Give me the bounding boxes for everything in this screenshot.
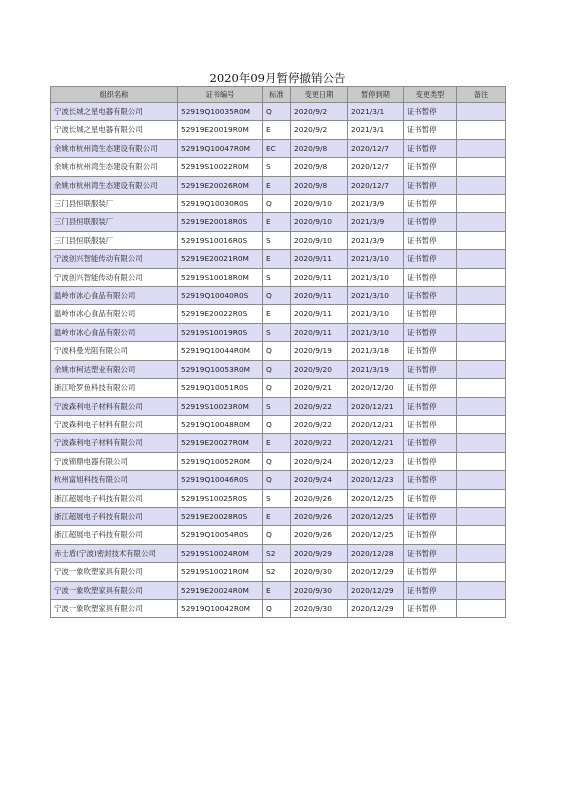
change-date-cell: 2020/9/10 xyxy=(291,231,348,249)
table-row xyxy=(51,103,506,121)
suspension-expiry-cell: 2020/12/25 xyxy=(348,507,404,525)
change-date-cell: 2020/9/11 xyxy=(291,287,348,305)
table-row xyxy=(51,342,506,360)
change-type-cell: 证书暂停 xyxy=(404,323,457,341)
remarks-cell xyxy=(457,415,506,433)
suspension-expiry-cell: 2020/12/25 xyxy=(348,526,404,544)
remarks-cell xyxy=(457,360,506,378)
remarks-cell xyxy=(457,213,506,231)
standard-cell: E xyxy=(263,213,291,231)
table-row xyxy=(51,489,506,507)
change-date-cell: 2020/9/11 xyxy=(291,268,348,286)
change-type-cell: 证书暂停 xyxy=(404,581,457,599)
org-name-cell: 余姚市杭州湾生态建设有限公司 xyxy=(51,139,178,157)
standard-cell: Q xyxy=(263,452,291,470)
suspension-expiry-cell: 2020/12/29 xyxy=(348,599,404,617)
change-type-cell: 证书暂停 xyxy=(404,342,457,360)
suspension-expiry-cell: 2020/12/21 xyxy=(348,434,404,452)
standard-cell: S xyxy=(263,268,291,286)
remarks-cell xyxy=(457,287,506,305)
remarks-cell xyxy=(457,121,506,139)
standard-cell: S xyxy=(263,489,291,507)
standard-cell: S xyxy=(263,158,291,176)
change-type-cell: 证书暂停 xyxy=(404,213,457,231)
standard-cell: EC xyxy=(263,139,291,157)
standard-cell: E xyxy=(263,250,291,268)
suspension-expiry-cell: 2021/3/9 xyxy=(348,213,404,231)
change-type-cell: 证书暂停 xyxy=(404,287,457,305)
table-row xyxy=(51,250,506,268)
standard-cell: Q xyxy=(263,342,291,360)
column-header-cert-number: 证书编号 xyxy=(178,87,263,103)
page-title: 2020年09月暂停撤销公告 xyxy=(209,71,346,85)
org-name-cell: 浙江哈罗鱼科技有限公司 xyxy=(51,379,178,397)
standard-cell: Q xyxy=(263,360,291,378)
org-name-cell: 宁波长城之星电器有限公司 xyxy=(51,121,178,139)
remarks-cell xyxy=(457,195,506,213)
org-name-cell: 余姚市杭州湾生态建设有限公司 xyxy=(51,158,178,176)
remarks-cell xyxy=(457,489,506,507)
cert-number-cell: 52919Q10047R0M xyxy=(178,139,263,157)
org-name-cell: 宁波森利电子材料有限公司 xyxy=(51,415,178,433)
change-date-cell: 2020/9/30 xyxy=(291,581,348,599)
change-date-cell: 2020/9/26 xyxy=(291,489,348,507)
suspension-expiry-cell: 2021/3/19 xyxy=(348,360,404,378)
table-row xyxy=(51,213,506,231)
change-type-cell: 证书暂停 xyxy=(404,121,457,139)
org-name-cell: 浙江超展电子科技有限公司 xyxy=(51,526,178,544)
table-row xyxy=(51,452,506,470)
org-name-cell: 宁波科曼光阻有限公司 xyxy=(51,342,178,360)
change-date-cell: 2020/9/11 xyxy=(291,323,348,341)
remarks-cell xyxy=(457,581,506,599)
table-row xyxy=(51,544,506,562)
remarks-cell xyxy=(457,526,506,544)
remarks-cell xyxy=(457,231,506,249)
cert-number-cell: 52919Q10048R0M xyxy=(178,415,263,433)
standard-cell: E xyxy=(263,121,291,139)
cert-number-cell: 52919S10022R0M xyxy=(178,158,263,176)
org-name-cell: 赤士盾(宁波)密封技术有限公司 xyxy=(51,544,178,562)
suspension-expiry-cell: 2021/3/18 xyxy=(348,342,404,360)
table-row xyxy=(51,581,506,599)
change-date-cell: 2020/9/2 xyxy=(291,121,348,139)
change-date-cell: 2020/9/2 xyxy=(291,103,348,121)
suspension-expiry-cell: 2020/12/21 xyxy=(348,415,404,433)
suspension-expiry-cell: 2020/12/28 xyxy=(348,544,404,562)
suspension-expiry-cell: 2020/12/25 xyxy=(348,489,404,507)
suspension-expiry-cell: 2021/3/1 xyxy=(348,121,404,139)
change-type-cell: 证书暂停 xyxy=(404,176,457,194)
suspension-expiry-cell: 2020/12/23 xyxy=(348,471,404,489)
cert-number-cell: 52919S10024R0M xyxy=(178,544,263,562)
standard-cell: S2 xyxy=(263,544,291,562)
remarks-cell xyxy=(457,599,506,617)
change-date-cell: 2020/9/24 xyxy=(291,452,348,470)
org-name-cell: 宁波锦鼎电器有限公司 xyxy=(51,452,178,470)
change-date-cell: 2020/9/11 xyxy=(291,250,348,268)
remarks-cell xyxy=(457,139,506,157)
change-type-cell: 证书暂停 xyxy=(404,544,457,562)
table-row xyxy=(51,268,506,286)
table-row xyxy=(51,176,506,194)
change-date-cell: 2020/9/8 xyxy=(291,139,348,157)
table-row xyxy=(51,379,506,397)
standard-cell: Q xyxy=(263,471,291,489)
change-date-cell: 2020/9/30 xyxy=(291,563,348,581)
standard-cell: E xyxy=(263,434,291,452)
cert-number-cell: 52919Q10035R0M xyxy=(178,103,263,121)
change-date-cell: 2020/9/20 xyxy=(291,360,348,378)
org-name-cell: 余姚市柯达塑业有限公司 xyxy=(51,360,178,378)
suspension-expiry-cell: 2021/3/1 xyxy=(348,103,404,121)
org-name-cell: 浙江超展电子科技有限公司 xyxy=(51,489,178,507)
change-date-cell: 2020/9/22 xyxy=(291,434,348,452)
table-row xyxy=(51,287,506,305)
standard-cell: S xyxy=(263,231,291,249)
change-type-cell: 证书暂停 xyxy=(404,379,457,397)
suspension-expiry-cell: 2020/12/29 xyxy=(348,563,404,581)
org-name-cell: 宁波森利电子材料有限公司 xyxy=(51,397,178,415)
remarks-cell xyxy=(457,544,506,562)
remarks-cell xyxy=(457,176,506,194)
table-row xyxy=(51,121,506,139)
cert-number-cell: 52919Q10053R0M xyxy=(178,360,263,378)
standard-cell: Q xyxy=(263,415,291,433)
suspension-expiry-cell: 2021/3/10 xyxy=(348,250,404,268)
cert-number-cell: 52919Q10040R0S xyxy=(178,287,263,305)
change-type-cell: 证书暂停 xyxy=(404,397,457,415)
cert-number-cell: 52919E20027R0M xyxy=(178,434,263,452)
org-name-cell: 宁波森利电子材料有限公司 xyxy=(51,434,178,452)
suspension-expiry-cell: 2021/3/9 xyxy=(348,195,404,213)
change-date-cell: 2020/9/30 xyxy=(291,599,348,617)
cert-number-cell: 52919Q10042R0M xyxy=(178,599,263,617)
change-date-cell: 2020/9/26 xyxy=(291,507,348,525)
table-row xyxy=(51,360,506,378)
change-date-cell: 2020/9/21 xyxy=(291,379,348,397)
org-name-cell: 余姚市杭州湾生态建设有限公司 xyxy=(51,176,178,194)
cert-number-cell: 52919E20028R0S xyxy=(178,507,263,525)
org-name-cell: 三门县恒联服装厂 xyxy=(51,195,178,213)
cert-number-cell: 52919E20022R0S xyxy=(178,305,263,323)
remarks-cell xyxy=(457,434,506,452)
change-type-cell: 证书暂停 xyxy=(404,599,457,617)
change-type-cell: 证书暂停 xyxy=(404,471,457,489)
standard-cell: S xyxy=(263,397,291,415)
org-name-cell: 三门县恒联服装厂 xyxy=(51,213,178,231)
cert-number-cell: 52919S10021R0M xyxy=(178,563,263,581)
change-date-cell: 2020/9/29 xyxy=(291,544,348,562)
cert-number-cell: 52919Q10054R0S xyxy=(178,526,263,544)
remarks-cell xyxy=(457,103,506,121)
org-name-cell: 宁波一象吹塑家具有限公司 xyxy=(51,581,178,599)
remarks-cell xyxy=(457,507,506,525)
table-row xyxy=(51,305,506,323)
cert-number-cell: 52919E20026R0M xyxy=(178,176,263,194)
suspension-expiry-cell: 2020/12/23 xyxy=(348,452,404,470)
change-date-cell: 2020/9/24 xyxy=(291,471,348,489)
cert-number-cell: 52919S10016R0S xyxy=(178,231,263,249)
remarks-cell xyxy=(457,342,506,360)
suspension-expiry-cell: 2020/12/7 xyxy=(348,176,404,194)
suspension-expiry-cell: 2021/3/10 xyxy=(348,268,404,286)
suspension-expiry-cell: 2020/12/29 xyxy=(348,581,404,599)
suspension-expiry-cell: 2020/12/20 xyxy=(348,379,404,397)
cert-number-cell: 52919E20018R0S xyxy=(178,213,263,231)
standard-cell: E xyxy=(263,507,291,525)
suspension-expiry-cell: 2021/3/10 xyxy=(348,305,404,323)
org-name-cell: 浙江超展电子科技有限公司 xyxy=(51,507,178,525)
change-type-cell: 证书暂停 xyxy=(404,360,457,378)
cert-number-cell: 52919S10018R0M xyxy=(178,268,263,286)
table-row xyxy=(51,526,506,544)
table-row xyxy=(51,397,506,415)
standard-cell: Q xyxy=(263,599,291,617)
standard-cell: E xyxy=(263,581,291,599)
change-date-cell: 2020/9/11 xyxy=(291,305,348,323)
org-name-cell: 杭州富旭科技有限公司 xyxy=(51,471,178,489)
change-type-cell: 证书暂停 xyxy=(404,195,457,213)
table-header-row xyxy=(51,87,506,103)
change-type-cell: 证书暂停 xyxy=(404,452,457,470)
column-header-standard: 标准 xyxy=(263,87,291,103)
org-name-cell: 温岭市冰心食品有限公司 xyxy=(51,323,178,341)
org-name-cell: 三门县恒联服装厂 xyxy=(51,231,178,249)
suspension-expiry-cell: 2020/12/7 xyxy=(348,158,404,176)
standard-cell: S xyxy=(263,323,291,341)
table-row xyxy=(51,158,506,176)
standard-cell: E xyxy=(263,305,291,323)
table-row xyxy=(51,323,506,341)
change-type-cell: 证书暂停 xyxy=(404,434,457,452)
change-date-cell: 2020/9/22 xyxy=(291,415,348,433)
standard-cell: Q xyxy=(263,379,291,397)
table-row xyxy=(51,599,506,617)
change-type-cell: 证书暂停 xyxy=(404,268,457,286)
change-date-cell: 2020/9/22 xyxy=(291,397,348,415)
cert-number-cell: 52919Q10052R0M xyxy=(178,452,263,470)
table-row xyxy=(51,195,506,213)
change-type-cell: 证书暂停 xyxy=(404,507,457,525)
change-type-cell: 证书暂停 xyxy=(404,489,457,507)
change-date-cell: 2020/9/10 xyxy=(291,213,348,231)
column-header-change-type: 变更类型 xyxy=(404,87,457,103)
org-name-cell: 宁波创兴智能传动有限公司 xyxy=(51,268,178,286)
change-type-cell: 证书暂停 xyxy=(404,103,457,121)
change-type-cell: 证书暂停 xyxy=(404,250,457,268)
column-header-remarks: 备注 xyxy=(457,87,506,103)
change-type-cell: 证书暂停 xyxy=(404,526,457,544)
suspension-table xyxy=(50,86,506,618)
table-row xyxy=(51,415,506,433)
remarks-cell xyxy=(457,397,506,415)
remarks-cell xyxy=(457,250,506,268)
cert-number-cell: 52919Q10046R0S xyxy=(178,471,263,489)
cert-number-cell: 52919Q10051R0S xyxy=(178,379,263,397)
remarks-cell xyxy=(457,379,506,397)
column-header-change-date: 变更日期 xyxy=(291,87,348,103)
cert-number-cell: 52919S10023R0M xyxy=(178,397,263,415)
change-date-cell: 2020/9/26 xyxy=(291,526,348,544)
change-type-cell: 证书暂停 xyxy=(404,139,457,157)
org-name-cell: 宁波一象吹塑家具有限公司 xyxy=(51,563,178,581)
suspension-expiry-cell: 2020/12/7 xyxy=(348,139,404,157)
table-row xyxy=(51,231,506,249)
standard-cell: E xyxy=(263,176,291,194)
table-row xyxy=(51,434,506,452)
remarks-cell xyxy=(457,305,506,323)
remarks-cell xyxy=(457,563,506,581)
suspension-expiry-cell: 2021/3/9 xyxy=(348,231,404,249)
change-date-cell: 2020/9/10 xyxy=(291,195,348,213)
change-date-cell: 2020/9/8 xyxy=(291,176,348,194)
suspension-expiry-cell: 2020/12/21 xyxy=(348,397,404,415)
change-type-cell: 证书暂停 xyxy=(404,158,457,176)
change-type-cell: 证书暂停 xyxy=(404,415,457,433)
remarks-cell xyxy=(457,158,506,176)
suspension-expiry-cell: 2021/3/10 xyxy=(348,323,404,341)
org-name-cell: 温岭市冰心食品有限公司 xyxy=(51,305,178,323)
cert-number-cell: 52919E20021R0M xyxy=(178,250,263,268)
table-row xyxy=(51,139,506,157)
column-header-org-name: 组织名称 xyxy=(51,87,178,103)
table-row xyxy=(51,563,506,581)
cert-number-cell: 52919Q10030R0S xyxy=(178,195,263,213)
standard-cell: Q xyxy=(263,526,291,544)
cert-number-cell: 52919Q10044R0M xyxy=(178,342,263,360)
change-type-cell: 证书暂停 xyxy=(404,231,457,249)
change-type-cell: 证书暂停 xyxy=(404,305,457,323)
cert-number-cell: 52919S10019R0S xyxy=(178,323,263,341)
org-name-cell: 温岭市冰心食品有限公司 xyxy=(51,287,178,305)
change-date-cell: 2020/9/8 xyxy=(291,158,348,176)
org-name-cell: 宁波创兴智能传动有限公司 xyxy=(51,250,178,268)
remarks-cell xyxy=(457,268,506,286)
change-date-cell: 2020/9/19 xyxy=(291,342,348,360)
remarks-cell xyxy=(457,471,506,489)
org-name-cell: 宁波长城之星电器有限公司 xyxy=(51,103,178,121)
column-header-suspension-expiry: 暂停到期 xyxy=(348,87,404,103)
standard-cell: Q xyxy=(263,195,291,213)
standard-cell: Q xyxy=(263,103,291,121)
cert-number-cell: 52919E20019R0M xyxy=(178,121,263,139)
change-type-cell: 证书暂停 xyxy=(404,563,457,581)
cert-number-cell: 52919S10025R0S xyxy=(178,489,263,507)
cert-number-cell: 52919E20024R0M xyxy=(178,581,263,599)
remarks-cell xyxy=(457,452,506,470)
standard-cell: Q xyxy=(263,287,291,305)
org-name-cell: 宁波一象吹塑家具有限公司 xyxy=(51,599,178,617)
table-row xyxy=(51,471,506,489)
suspension-expiry-cell: 2021/3/10 xyxy=(348,287,404,305)
remarks-cell xyxy=(457,323,506,341)
standard-cell: S2 xyxy=(263,563,291,581)
table-row xyxy=(51,507,506,525)
table-body xyxy=(51,103,506,618)
